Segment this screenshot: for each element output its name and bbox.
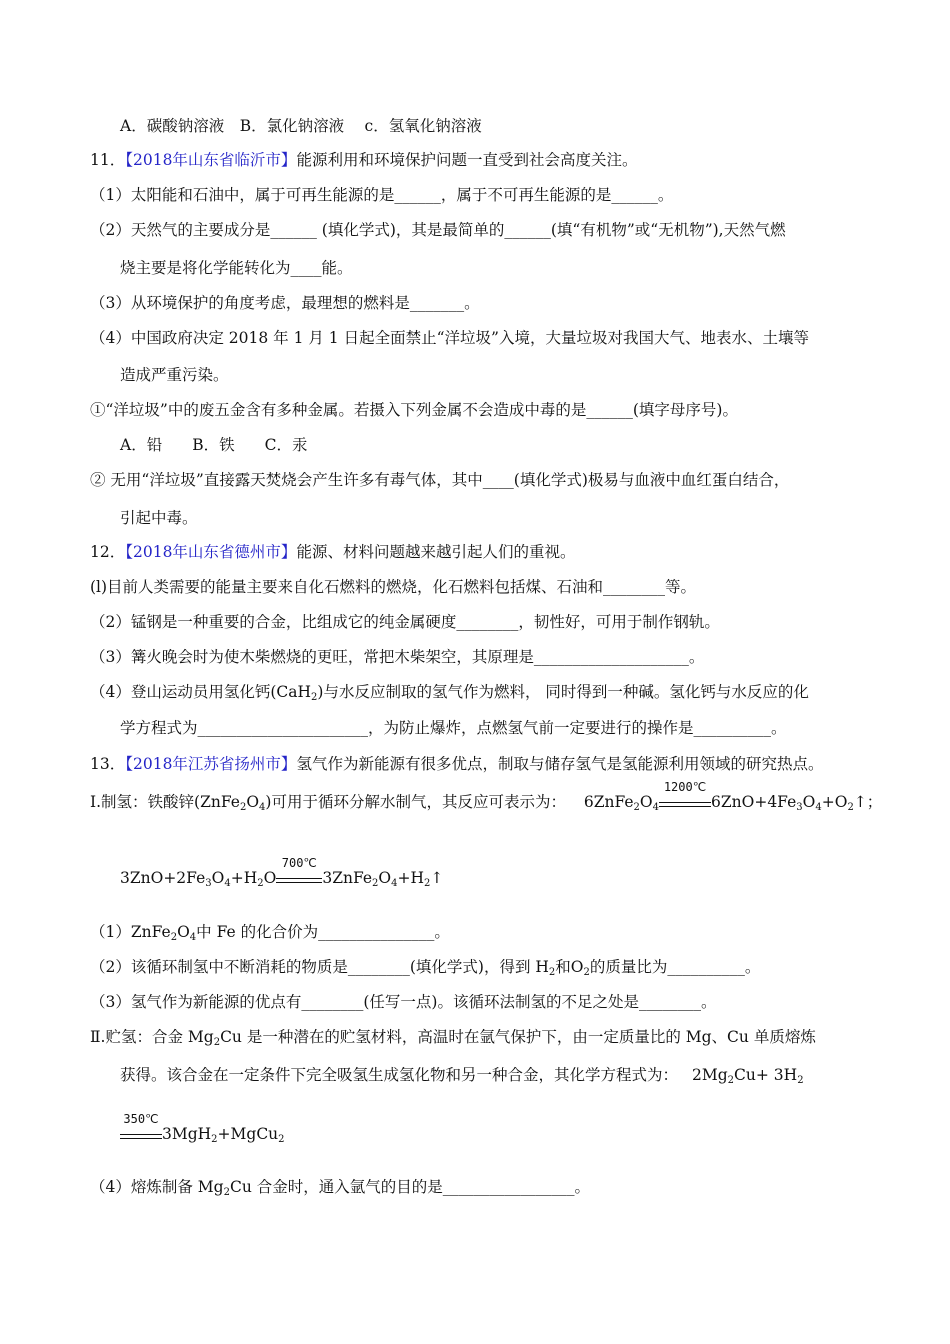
q11-part4-line1: （4）中国政府决定 2018 年 1 月 1 日起全面禁止“洋垃圾”入境，大量垃圾对我国大气、地表水、土壤等 [90, 329, 809, 347]
text-segment: 3ZnO+2Fe [120, 869, 206, 887]
text-segment: 3MgH [162, 1125, 212, 1143]
text-segment: 6ZnFe [583, 793, 634, 811]
option-c: C．汞 [264, 436, 308, 454]
q11-sub1: ①“洋垃圾”中的废五金含有多种金属。若摄入下列金属不会造成中毒的是______(填字母序号)。 [90, 401, 738, 419]
q12-header [90, 542, 575, 562]
question-stem: 能源利用和环境保护问题一直受到社会高度关注。 [296, 151, 638, 169]
text-segment: )与水反应制取的氢气作为燃料， 同时得到一种碱。氢化钙与水反应的化 [317, 683, 809, 701]
text-segment: +MgCu [217, 1125, 279, 1143]
subscript: 2 [211, 1134, 218, 1145]
subscript: 3 [205, 878, 212, 889]
subscript: 2 [583, 967, 590, 978]
equation-3-right [120, 1112, 285, 1145]
subscript: 4 [652, 802, 660, 813]
subscript: 4 [189, 932, 197, 943]
q11-sub2-line1: ② 无用“洋垃圾”直接露天焚烧会产生许多有毒气体，其中____(填化学式)极易与血液中血红蛋白结合， [90, 471, 790, 489]
q11-part1: （1）太阳能和石油中，属于可再生能源的是______，属于不可再生能源的是______。 [90, 186, 674, 204]
subscript: 3 [796, 802, 803, 813]
subscript: 4 [391, 878, 398, 889]
subscript: 2 [633, 802, 640, 813]
q11-sub1-options [120, 435, 337, 455]
q12-part3: （3）篝火晚会时为使木柴燃烧的更旺，常把木柴架空，其原理是____________________。 [90, 648, 705, 666]
q13-part1-q3: （3）氢气作为新能源的优点有________(任写一点)。该循环法制氢的不足之处是________。 [90, 993, 717, 1011]
subscript: 2 [170, 932, 178, 943]
subscript: 2 [797, 1075, 804, 1086]
q11-part3: （3）从环境保护的角度考虑，最理想的燃料是_______。 [90, 294, 480, 312]
reaction-condition: 1200℃ [663, 780, 707, 794]
q11-part2-line2: 烧主要是将化学能转化为____能。 [120, 259, 353, 277]
subscript: 2 [213, 1037, 221, 1048]
subscript: 2 [278, 1134, 285, 1145]
text-segment: Ⅱ.贮氢：合金 Mg [90, 1028, 214, 1046]
text-segment: Cu 合金时，通入氩气的目的是_________________。 [229, 1178, 590, 1196]
text-segment: +O [821, 793, 848, 811]
q13-part1-q2 [90, 957, 760, 977]
text-segment: )可用于循环分解水制气，其反应可表示为： [265, 793, 566, 811]
equation-2: $3ZnO+2Fe_3O_4+H_2O$ 700℃ $3ZnFe_2O_4+H_2↑$ [120, 856, 444, 889]
text-segment: 2Mg [692, 1066, 728, 1084]
subscript: 2 [424, 878, 431, 889]
text-segment: 和O [555, 958, 584, 976]
source-tag: 【2018年山东省临沂市】 [125, 151, 297, 169]
q12-part4-line1 [90, 682, 809, 702]
text-segment: Cu+ 3H [734, 1066, 798, 1084]
text-segment: ↑ [430, 869, 444, 887]
q13-part2-q4 [90, 1177, 590, 1197]
subscript: 2 [847, 802, 854, 813]
q13-part1-line: I.制氢：铁酸锌$(ZnFe_2O_4)$可用于循环分解水制气，其反应可表示为： $6ZnFe_2O_4$ 1200℃ $6ZnO+4Fe_3O_4+O_2↑$； [90, 780, 883, 813]
q11-sub2-line2: 引起中毒。 [120, 509, 198, 527]
option-a: A．铅 [120, 436, 163, 454]
subscript: 4 [815, 802, 822, 813]
reaction-condition: 350℃ [123, 1112, 159, 1126]
q13-part2-line1 [90, 1027, 816, 1047]
text-segment: Cu 是一种潜在的贮氢材料，高温时在氩气保护下，由一定质量比的 Mg、Cu 单质熔炼 [220, 1028, 816, 1046]
q11-header [90, 150, 637, 170]
subscript: 4 [224, 878, 231, 889]
equation-1: $6ZnFe_2O_4$ 1200℃ $6ZnO+4Fe_3O_4+O_2↑$； [583, 780, 883, 813]
equation-3-left [692, 1066, 804, 1084]
text-segment: 中 Fe 的化合价为_______________。 [196, 923, 450, 941]
reaction-condition-sign [276, 856, 322, 889]
q13-header [90, 754, 823, 774]
subscript: 2 [372, 878, 379, 889]
subscript: 2 [223, 1187, 230, 1198]
q10-options: A．碳酸钠溶液 B．氯化钠溶液 c．氢氧化钠溶液 [120, 117, 482, 135]
subscript: 2 [727, 1075, 735, 1086]
option-b: B．铁 [192, 436, 235, 454]
question-number: 11． [90, 151, 126, 169]
text-segment: 的质量比为__________。 [589, 958, 761, 976]
question-stem: 能源、材料问题越来越引起人们的重视。 [296, 543, 576, 561]
text-segment: 获得。该合金在一定条件下完全吸氢生成氢化物和另一种合金，其化学方程式为： [120, 1066, 679, 1084]
q13-part2-line2 [120, 1065, 804, 1085]
text-segment: ↑； [853, 793, 883, 811]
reaction-condition-sign [659, 780, 711, 813]
q11-part2-line1: （2）天然气的主要成分是______ (填化学式)，其是最简单的______(填“有机物”或“无机物”),天然气燃 [90, 221, 786, 239]
text-segment: O [263, 869, 277, 887]
q11-part4-line2: 造成严重污染。 [120, 366, 229, 384]
reaction-condition-sign [120, 1112, 162, 1145]
subscript: 4 [259, 802, 266, 813]
text-segment: +H [397, 869, 425, 887]
q12-part4-line2: 学方程式为______________________，为防止爆炸，点燃氢气前一定要进行的操作是__________。 [120, 719, 787, 737]
question-number: 13． [90, 755, 126, 773]
subscript: 2 [548, 967, 556, 978]
text-segment: 6ZnO+4Fe [711, 793, 797, 811]
text-segment: 3ZnFe [322, 869, 373, 887]
q12-part1: (l)目前人类需要的能量主要来自化石燃料的燃烧，化石燃料包括煤、石油和________等。 [90, 578, 697, 596]
subscript: 2 [311, 692, 318, 703]
question-number: 12． [90, 543, 126, 561]
text-segment: （2）该循环制氢中不断消耗的物质是________(填化学式)，得到 H [90, 958, 549, 976]
text-segment: （4）登山运动员用氢化钙(CaH [90, 683, 312, 701]
text-segment: I.制氢：铁酸锌(ZnFe [90, 793, 240, 811]
question-stem: 氢气作为新能源有很多优点，制取与储存氢气是氢能源利用领域的研究热点。 [296, 755, 824, 773]
subscript: 2 [257, 878, 264, 889]
q12-part2: （2）锰钢是一种重要的合金，比组成它的纯金属硬度________，韧性好，可用于制作钢轨。 [90, 613, 720, 631]
text-segment: +H [230, 869, 258, 887]
q13-part1-q1: $(1)ZnFe_2O_4$中 Fe 的化合价为_______________。 [90, 923, 450, 943]
text-segment: （1）ZnFe [90, 923, 171, 941]
subscript: 2 [239, 802, 247, 813]
source-tag: 【2018年江苏省扬州市】 [125, 755, 297, 773]
source-tag: 【2018年山东省德州市】 [125, 543, 297, 561]
reaction-condition: 700℃ [281, 856, 317, 870]
text-segment: （4）熔炼制备 Mg [90, 1178, 224, 1196]
